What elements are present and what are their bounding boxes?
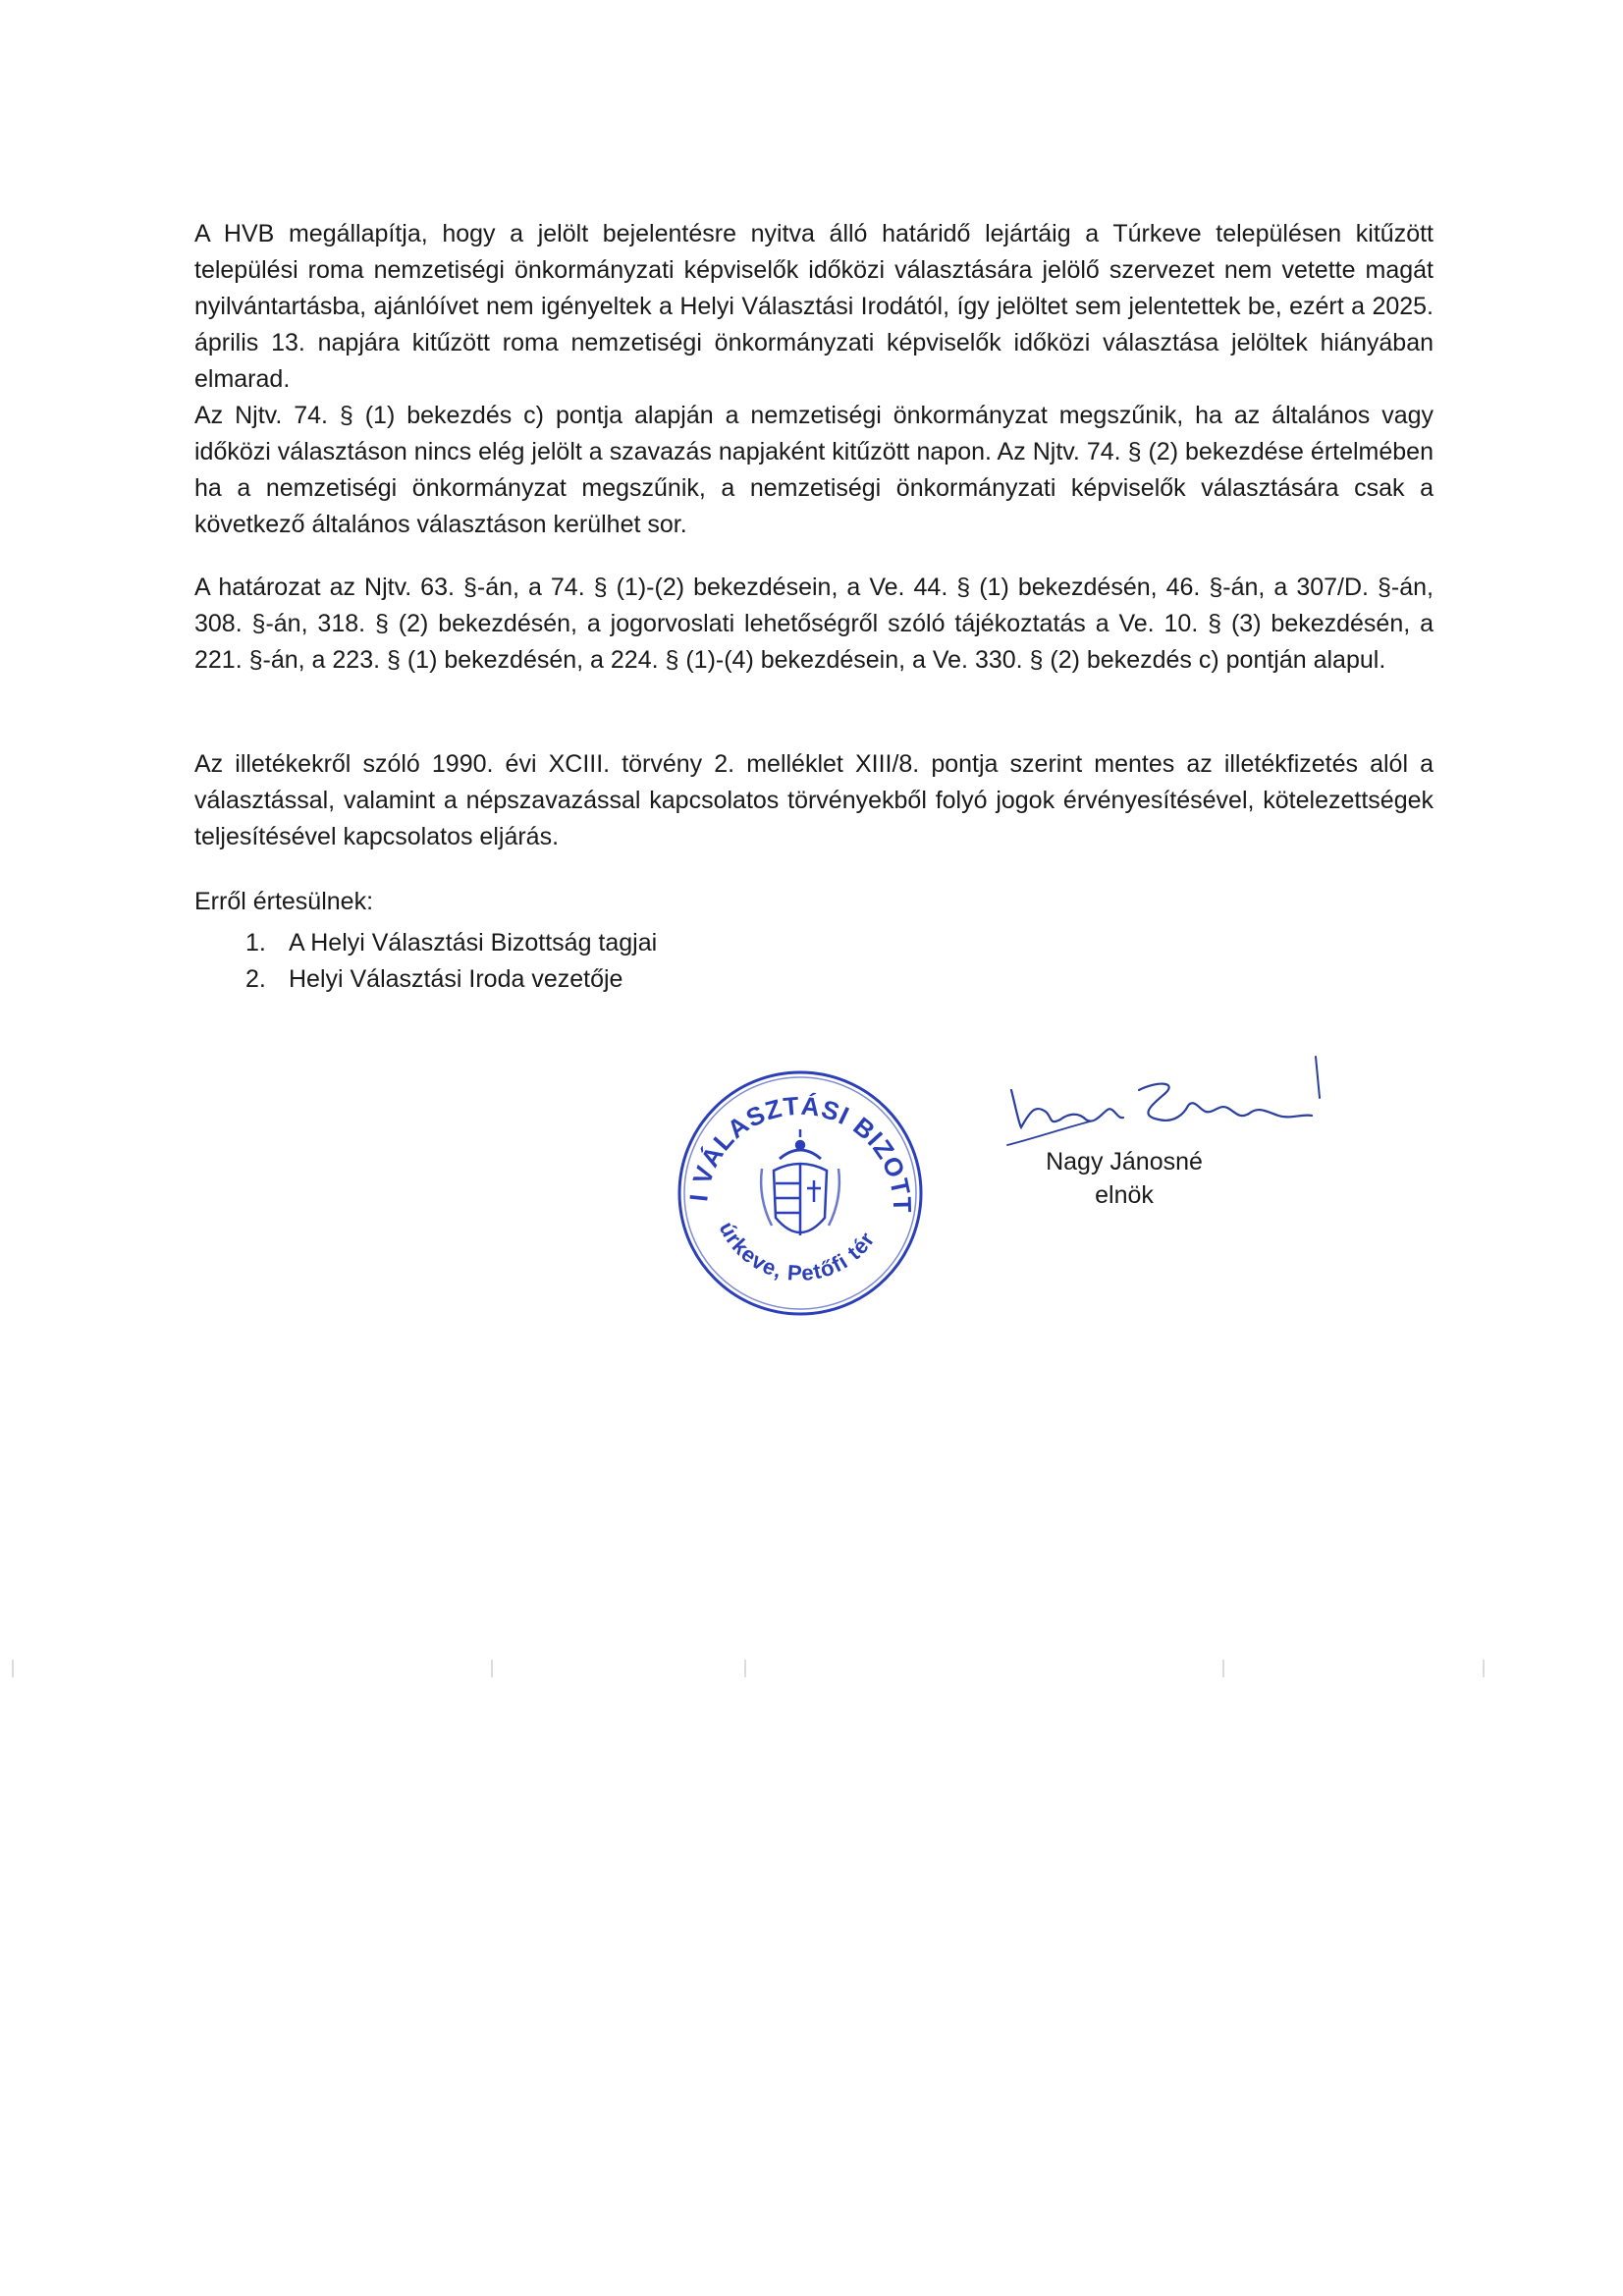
signer-name: Nagy Jánosné	[1046, 1148, 1203, 1175]
stamp-seal-icon	[668, 1061, 933, 1326]
body-section-1	[194, 216, 1434, 543]
official-stamp	[668, 1061, 933, 1326]
list-item-number: 1.	[245, 929, 266, 957]
list-item-number: 2.	[245, 965, 266, 993]
scan-mark	[12, 1660, 14, 1677]
recipients-list	[194, 925, 1434, 998]
body-section-2	[194, 570, 1434, 679]
list-item-label: Helyi Választási Iroda vezetője	[289, 965, 623, 993]
scan-mark	[491, 1660, 493, 1677]
fee-exemption-paragraph: Az illetékekről szóló 1990. évi XCIII. törvény 2. melléklet XIII/8. pontja szerint mentes az illetékfizetés alól a választással, valamint a népszavazással kapcsolatos törvényekből folyó jogok érvényesítésével, kötelezettségek teljesítésével kapcsolatos eljárás.	[194, 750, 1434, 850]
recipients-title: Erről értesülnek:	[194, 888, 374, 915]
list-item	[245, 961, 1434, 998]
signature-block	[1011, 1061, 1384, 1218]
recipients-section	[194, 884, 1434, 998]
stamp-bottom-text: úrkeve, Petőfi tér	[714, 1217, 880, 1286]
signer-title: elnök	[1095, 1181, 1154, 1209]
coat-of-arms-icon	[761, 1129, 839, 1235]
list-item-label: A Helyi Választási Bizottság tagjai	[289, 929, 658, 957]
scan-mark	[744, 1660, 746, 1677]
finding-paragraph: A HVB megállapítja, hogy a jelölt bejelentésre nyitva álló határidő lejártáig a Túrkeve településen kitűzött települési roma nemzetiségi önkormányzati képviselők időközi választására jelölő szervezet nem vetette magát nyilvántartásba, ajánlóívet nem igényeltek a Helyi Választási Irodától, így jelöltet sem jelentettek be, ezért a 2025. április 13. napjára kitűzött roma nemzetiségi önkormányzati képviselők időközi választása jelöltek hiányában elmarad.	[194, 220, 1434, 393]
legal-basis-paragraph: Az Njtv. 74. § (1) bekezdés c) pontja alapján a nemzetiségi önkormányzat megszűnik, ha az általános vagy időközi választáson nincs elég jelölt a szavazás napjaként kitűzött napon. Az Njtv. 74. § (2) bekezdése értelmében ha a nemzetiségi önkormányzat megszűnik, a nemzetiségi önkormányzati képviselők választására csak a következő általános választáson kerülhet sor.	[194, 402, 1434, 538]
stamp-top-text: I VÁLASZTÁSI BIZOTT	[683, 1090, 918, 1215]
scan-mark	[1483, 1660, 1485, 1677]
decision-basis-paragraph: A határozat az Njtv. 63. §-án, a 74. § (1)-(2) bekezdésein, a Ve. 44. § (1) bekezdésén, 46. §-án, a 307/D. §-án, 308. §-án, 318. § (2) bekezdésén, a jogorvoslati lehetőségről szóló tájékoztatás a Ve. 10. § (3) bekezdésén, a 221. §-án, a 223. § (1) bekezdésén, a 224. § (1)-(4) bekezdésein, a Ve. 330. § (2) bekezdés c) pontján alapul.	[194, 574, 1434, 674]
list-item	[245, 925, 1434, 961]
body-section-3	[194, 746, 1434, 855]
scan-mark	[1222, 1660, 1224, 1677]
